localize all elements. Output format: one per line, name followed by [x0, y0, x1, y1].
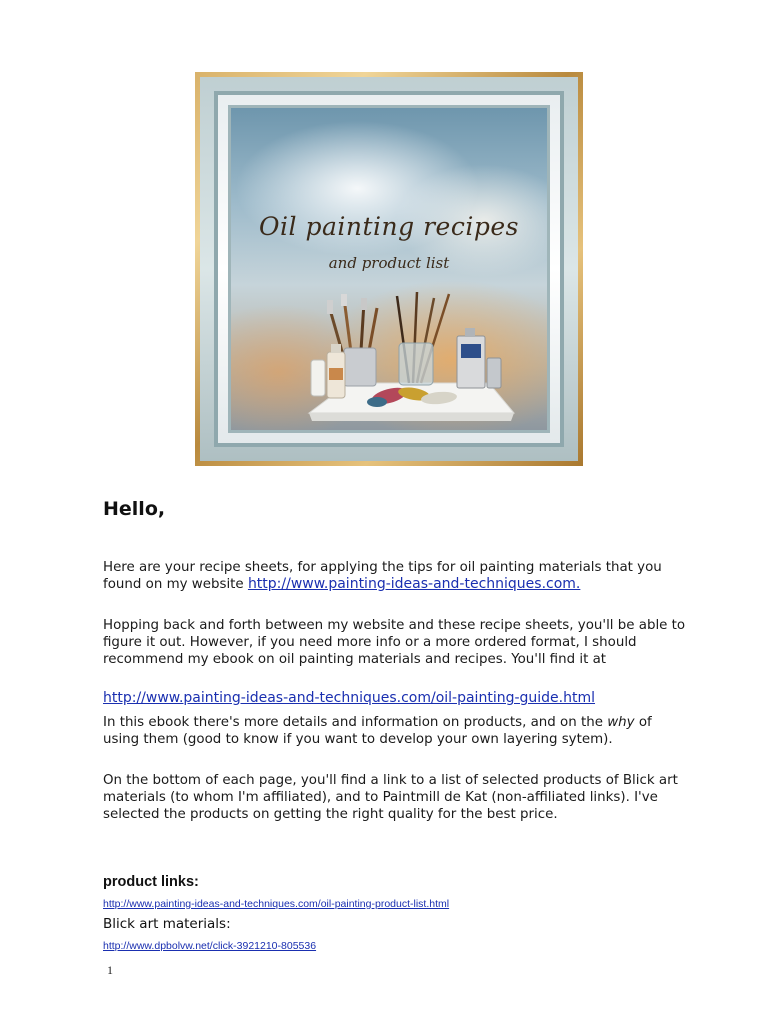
- ebook-paragraph: Hopping back and forth between my website and these recipe sheets, you'll be able to figure it out. However, if you need more info or a more ordered format, I should recommend my ebook on oil painting materials and recipes. You'll find it at: [103, 618, 686, 667]
- greeting-heading: Hello,: [103, 498, 166, 520]
- product-list-paragraph: On the bottom of each page, you'll find a link to a list of selected products of Blick art materials (to whom I'm affiliated), and to Paintmill de Kat (non-affiliated links). I've selected the products on getting the right quality for the best price.: [103, 773, 678, 822]
- intro-text: Here are your recipe sheets, for applying the tips for oil painting materials that you found on my website: [103, 560, 662, 592]
- ebook-details-text-end: of using them (good to know if you want to develop your own layering sytem).: [103, 715, 652, 747]
- product-list-link[interactable]: http://www.painting-ideas-and-techniques.com/oil-painting-product-list.html: [103, 898, 450, 910]
- cover-title: Oil painting recipes: [259, 212, 519, 241]
- product-list-link-line: [103, 898, 449, 910]
- cover-painting: [228, 105, 550, 433]
- guide-link-paragraph: [103, 690, 688, 707]
- page-number: 1: [107, 963, 113, 977]
- why-emphasis: why: [607, 715, 635, 730]
- cover-mat-outer: [200, 77, 578, 461]
- cover-image: [195, 72, 583, 466]
- blick-link[interactable]: http://www.dpbolvw.net/click-3921210-805536: [103, 940, 317, 952]
- intro-paragraph: [103, 559, 688, 593]
- cover-mat-inner-line: [214, 91, 564, 447]
- product-links-label: product links:: [103, 874, 199, 890]
- ebook-details-paragraph: [103, 714, 688, 748]
- cover-mat-inner: [218, 95, 560, 443]
- website-link[interactable]: http://www.painting-ideas-and-techniques.com.: [247, 576, 581, 592]
- cover-subtitle: and product list: [328, 254, 450, 272]
- ebook-details-text-start: In this ebook there's more details and information on products, and on the: [103, 715, 608, 730]
- painting-supplies-illustration: [289, 288, 529, 423]
- guide-link[interactable]: http://www.painting-ideas-and-techniques.com/oil-painting-guide.html: [103, 690, 596, 706]
- blick-link-line: [103, 940, 316, 952]
- blick-label: Blick art materials:: [103, 916, 231, 932]
